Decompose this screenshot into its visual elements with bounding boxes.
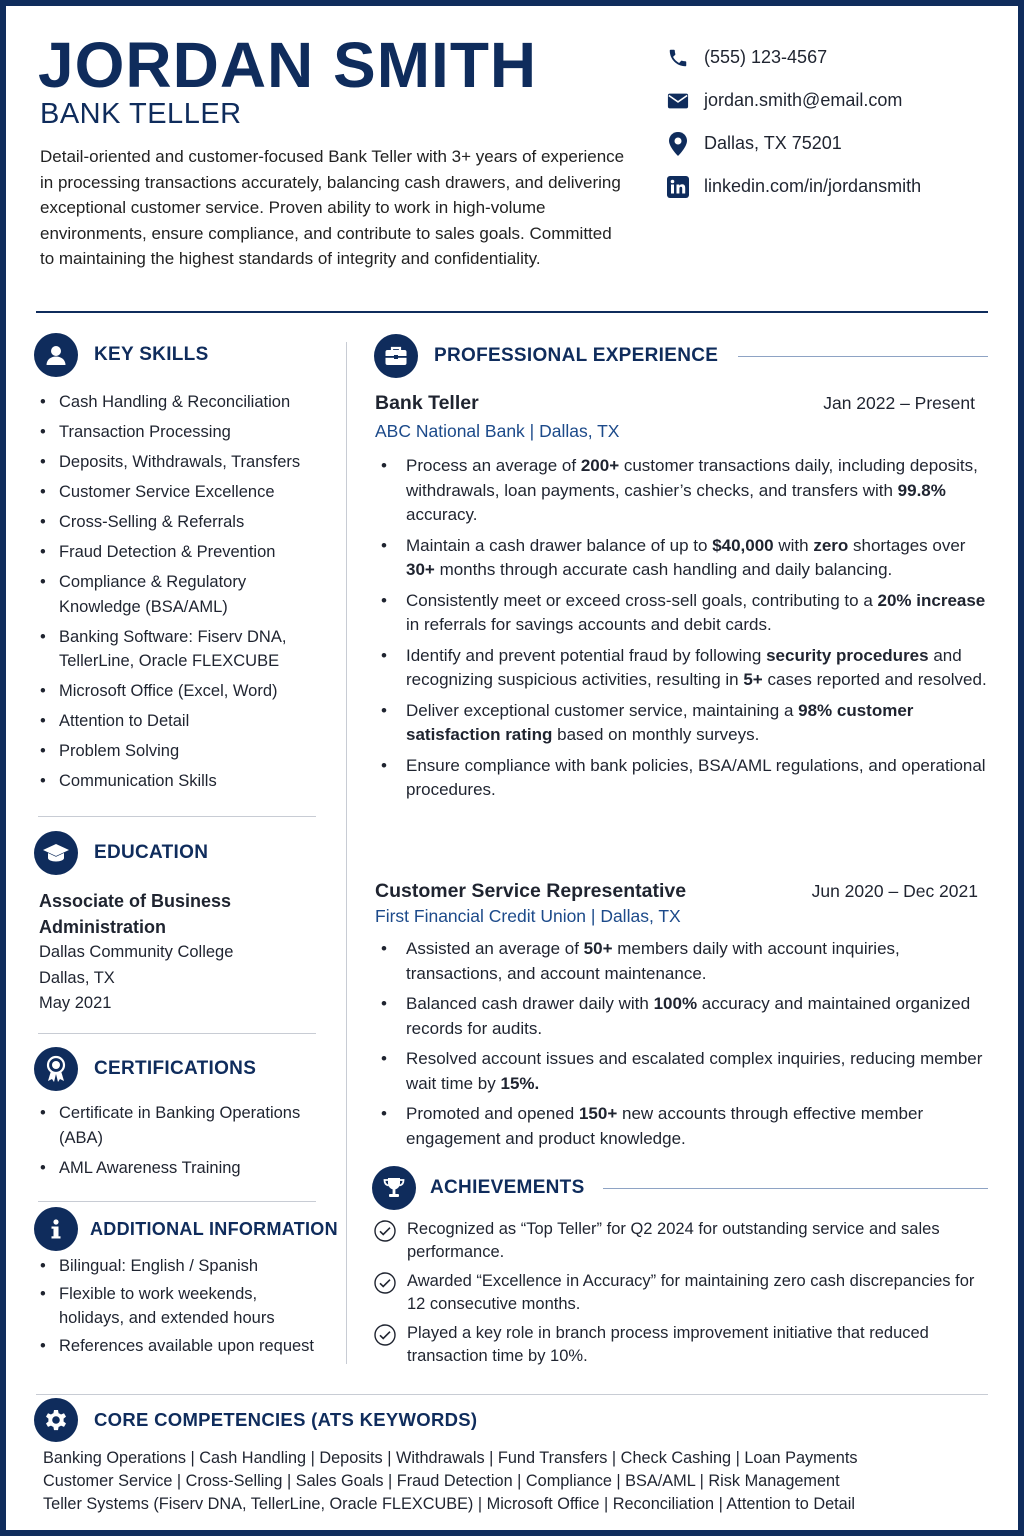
user-icon bbox=[34, 333, 78, 377]
list-item: • Problem Solving bbox=[38, 739, 328, 764]
info-icon bbox=[34, 1207, 78, 1251]
list-item: • Microsoft Office (Excel, Word) bbox=[38, 679, 328, 704]
keyword-line: Banking Operations | Cash Handling | Deposits | Withdrawals | Fund Transfers | Check Cashing | Loan Payments bbox=[43, 1449, 858, 1467]
heading-rule bbox=[603, 1188, 988, 1189]
summary: Detail-oriented and customer-focused Bank Teller with 3+ years of experience in processing transactions accurately, balancing cash drawers, and delivering exceptional customer service. Proven ability to work in high-volume environments, ensure compliance, and contribute to sales goals. Committed to maintaining the highest standards of integrity and confidentiality. bbox=[40, 147, 625, 268]
achievements-list bbox=[373, 1218, 985, 1374]
list-item: • Consistently meet or exceed cross-sell goals, contributing to a 20% increase in referrals for savings accounts and debit cards. bbox=[375, 589, 987, 638]
job-employer: ABC National Bank | Dallas, TX bbox=[375, 421, 620, 441]
job-dates: Jan 2022 – Present bbox=[823, 393, 975, 413]
degree: Associate of Business Administration bbox=[39, 891, 232, 937]
linkedin-icon bbox=[666, 175, 690, 199]
job-entry bbox=[375, 392, 987, 809]
school-location: Dallas, TX bbox=[39, 968, 115, 987]
section-divider bbox=[38, 1201, 316, 1202]
list-item: • Banking Software: Fiserv DNA, TellerLine, Oracle FLEXCUBE bbox=[38, 625, 328, 674]
core-heading bbox=[34, 1398, 477, 1442]
list-item: • Bilingual: English / Spanish bbox=[38, 1254, 338, 1278]
check-circle-icon bbox=[373, 1323, 397, 1347]
trophy-icon bbox=[372, 1166, 416, 1210]
additional-list bbox=[38, 1254, 338, 1362]
additional-heading bbox=[34, 1207, 338, 1251]
job-role: Customer Service Representative bbox=[375, 880, 687, 902]
award-ribbon-icon bbox=[34, 1047, 78, 1091]
contact-phone bbox=[666, 36, 1006, 79]
location-text: Dallas, TX 75201 bbox=[704, 133, 842, 153]
list-item: • Fraud Detection & Prevention bbox=[38, 540, 328, 565]
list-item: • Customer Service Excellence bbox=[38, 480, 328, 505]
heading-rule bbox=[738, 356, 988, 357]
section-divider bbox=[38, 1033, 316, 1034]
certifications-title: CERTIFICATIONS bbox=[94, 1058, 257, 1079]
education-entry bbox=[39, 888, 329, 1017]
check-circle-icon bbox=[373, 1219, 397, 1243]
list-item: • Transaction Processing bbox=[38, 420, 328, 445]
additional-title: ADDITIONAL INFORMATION bbox=[90, 1218, 338, 1239]
list-item: • Flexible to work weekends, holidays, and extended hours bbox=[38, 1282, 338, 1330]
header-divider bbox=[36, 311, 988, 313]
achievements-title: ACHIEVEMENTS bbox=[430, 1177, 585, 1198]
email-link[interactable]: jordan.smith@email.com bbox=[704, 90, 903, 110]
job-entry bbox=[375, 880, 987, 1157]
check-circle-icon bbox=[373, 1271, 397, 1295]
column-divider bbox=[346, 342, 347, 1364]
phone-icon bbox=[666, 46, 690, 70]
list-item: • Deposits, Withdrawals, Transfers bbox=[38, 450, 328, 475]
contact-email bbox=[666, 79, 1006, 122]
job-employer: First Financial Credit Union | Dallas, TX bbox=[375, 906, 681, 926]
briefcase-icon bbox=[374, 334, 418, 378]
list-item: Awarded “Excellence in Accuracy” for maintaining zero cash discrepancies for 12 consecutive months. bbox=[373, 1270, 985, 1316]
job-dates: Jun 2020 – Dec 2021 bbox=[811, 881, 978, 901]
job-role: Bank Teller bbox=[375, 392, 479, 414]
candidate-name: JORDAN SMITH bbox=[38, 29, 538, 101]
certifications-list bbox=[38, 1101, 328, 1187]
achievements-heading bbox=[372, 1166, 988, 1210]
list-item: • References available upon request bbox=[38, 1334, 338, 1358]
education-heading bbox=[34, 831, 208, 875]
candidate-title: BANK TELLER bbox=[40, 98, 242, 130]
envelope-icon bbox=[666, 89, 690, 113]
school: Dallas Community College bbox=[39, 943, 234, 961]
job-bullets bbox=[375, 937, 987, 1151]
contact-block bbox=[666, 36, 1006, 208]
education-title: EDUCATION bbox=[94, 842, 209, 863]
list-item: • Certificate in Banking Operations (ABA) bbox=[38, 1101, 328, 1150]
graduation-date: May 2021 bbox=[39, 994, 112, 1012]
contact-location bbox=[666, 122, 1006, 165]
contact-linkedin bbox=[666, 165, 1006, 208]
keyword-line: Customer Service | Cross-Selling | Sales Goals | Fraud Detection | Compliance | BSA/AML | Risk Management bbox=[43, 1472, 840, 1490]
list-item: • Compliance & Regulatory Knowledge (BSA/AML) bbox=[38, 570, 328, 619]
core-keywords bbox=[43, 1447, 993, 1516]
list-item: • Resolved account issues and escalated complex inquiries, reducing member wait time by 15%. bbox=[375, 1047, 987, 1096]
list-item: Played a key role in branch process improvement initiative that reduced transaction time by 10%. bbox=[373, 1322, 985, 1368]
map-pin-icon bbox=[666, 132, 690, 156]
gear-icon bbox=[34, 1398, 78, 1442]
list-item: • Communication Skills bbox=[38, 769, 328, 794]
list-item: • Cash Handling & Reconciliation bbox=[38, 390, 328, 415]
list-item: • Ensure compliance with bank policies, BSA/AML regulations, and operational procedures. bbox=[375, 754, 987, 803]
graduation-cap-icon bbox=[34, 831, 78, 875]
list-item: • Deliver exceptional customer service, maintaining a 98% customer satisfaction rating based on monthly surveys. bbox=[375, 699, 987, 748]
list-item: • Process an average of 200+ customer transactions daily, including deposits, withdrawals, loan payments, cashier’s checks, and transfers with 99.8% accuracy. bbox=[375, 454, 987, 528]
list-item: • Cross-Selling & Referrals bbox=[38, 510, 328, 535]
list-item: • Assisted an average of 50+ members daily with account inquiries, transactions, and account maintenance. bbox=[375, 937, 987, 986]
list-item: • Maintain a cash drawer balance of up to $40,000 with zero shortages over 30+ months through accurate cash handling and daily balancing. bbox=[375, 534, 987, 583]
keyword-line: Teller Systems (Fiserv DNA, TellerLine, Oracle FLEXCUBE) | Microsoft Office | Reconciliation | Attention to Detail bbox=[43, 1495, 855, 1513]
experience-heading bbox=[374, 334, 988, 378]
skills-title: KEY SKILLS bbox=[94, 344, 209, 365]
linkedin-link[interactable]: linkedin.com/in/jordansmith bbox=[704, 176, 922, 196]
list-item: • Balanced cash drawer daily with 100% accuracy and maintained organized records for audits. bbox=[375, 992, 987, 1041]
list-item: • Identify and prevent potential fraud by following security procedures and recognizing suspicious activities, resulting in 5+ cases reported and resolved. bbox=[375, 644, 987, 693]
job-bullets bbox=[375, 454, 987, 803]
footer-divider bbox=[36, 1394, 988, 1395]
certifications-heading bbox=[34, 1047, 256, 1091]
skills-heading bbox=[34, 333, 209, 377]
list-item: • Attention to Detail bbox=[38, 709, 328, 734]
phone-text: (555) 123-4567 bbox=[704, 47, 828, 67]
experience-title: PROFESSIONAL EXPERIENCE bbox=[434, 345, 719, 366]
list-item: Recognized as “Top Teller” for Q2 2024 for outstanding service and sales performance. bbox=[373, 1218, 985, 1264]
list-item: • AML Awareness Training bbox=[38, 1156, 328, 1181]
section-divider bbox=[38, 816, 316, 817]
core-title: CORE COMPETENCIES (ATS KEYWORDS) bbox=[94, 1409, 478, 1430]
list-item: • Promoted and opened 150+ new accounts through effective member engagement and product knowledge. bbox=[375, 1102, 987, 1151]
skills-list bbox=[38, 390, 328, 799]
